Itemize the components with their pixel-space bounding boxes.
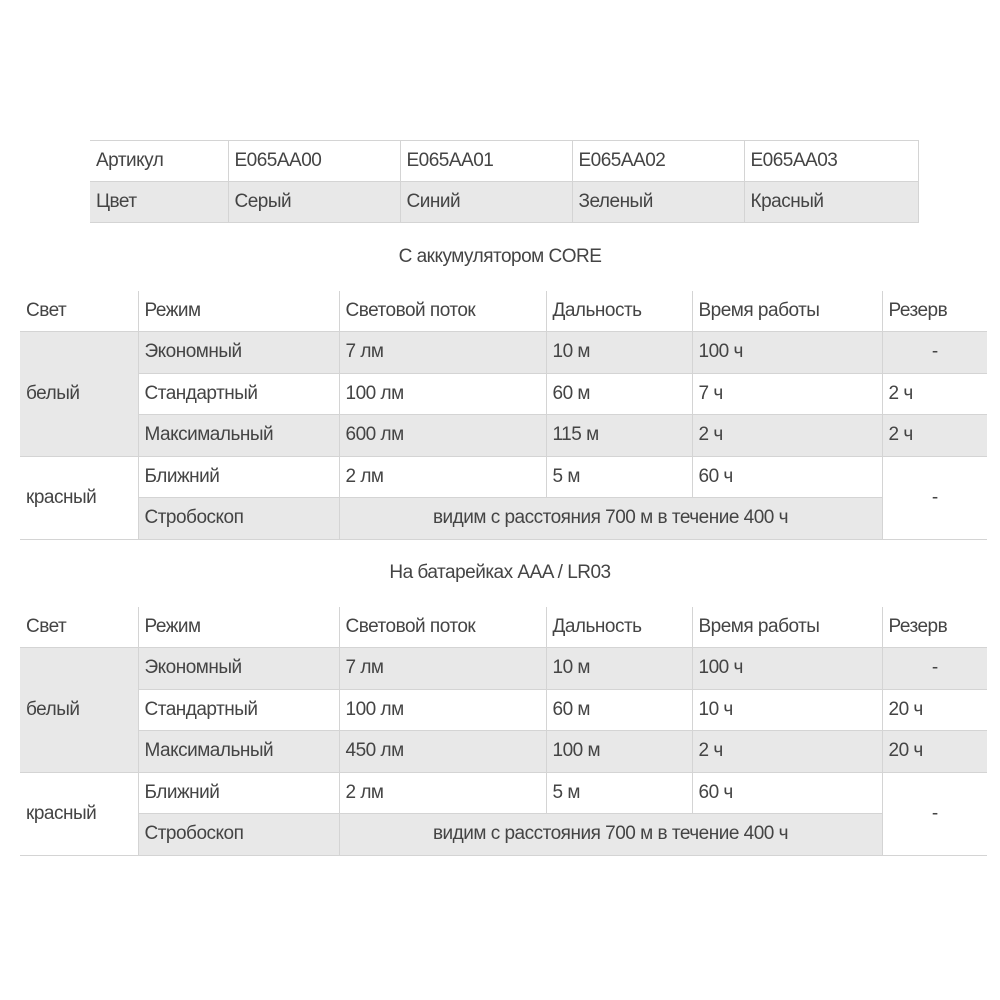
table-row [20, 456, 987, 498]
article-value: E065AA02 [572, 141, 744, 182]
strobe-description: видим с расстояния 700 м в течение 400 ч [339, 814, 882, 856]
header-flux: Световой поток [339, 607, 546, 648]
header-light: Свет [20, 291, 138, 332]
flux-cell: 450 лм [339, 731, 546, 773]
range-cell: 60 м [546, 689, 692, 731]
time-cell: 100 ч [692, 332, 882, 374]
reserve-cell: - [882, 648, 987, 690]
table-row [20, 415, 987, 457]
light-white-label: белый [20, 332, 138, 457]
table-row [20, 772, 987, 814]
mode-cell: Максимальный [138, 731, 339, 773]
mode-cell: Ближний [138, 456, 339, 498]
table-row [20, 373, 987, 415]
reserve-cell: 20 ч [882, 689, 987, 731]
header-reserve: Резерв [882, 607, 987, 648]
color-value: Синий [400, 182, 572, 223]
color-label: Цвет [90, 182, 228, 223]
range-cell: 5 м [546, 456, 692, 498]
article-label: Артикул [90, 141, 228, 182]
table-row [20, 332, 987, 374]
time-cell: 100 ч [692, 648, 882, 690]
article-value: E065AA01 [400, 141, 572, 182]
color-value: Зеленый [572, 182, 744, 223]
reserve-cell: - [882, 332, 987, 374]
mode-cell: Ближний [138, 772, 339, 814]
light-red-label: красный [20, 772, 138, 855]
header-reserve: Резерв [882, 291, 987, 332]
header-time: Время работы [692, 607, 882, 648]
table-row [20, 814, 987, 856]
article-value: E065AA03 [744, 141, 918, 182]
range-cell: 100 м [546, 731, 692, 773]
range-cell: 115 м [546, 415, 692, 457]
time-cell: 2 ч [692, 731, 882, 773]
flux-cell: 7 лм [339, 332, 546, 374]
section-caption: С аккумулятором CORE [398, 246, 602, 267]
header-range: Дальность [546, 291, 692, 332]
section-caption: На батарейках AAA / LR03 [389, 562, 611, 583]
table-header-row [20, 291, 987, 332]
mode-cell: Стандартный [138, 373, 339, 415]
light-red-label: красный [20, 456, 138, 539]
table-row [20, 731, 987, 773]
flux-cell: 600 лм [339, 415, 546, 457]
article-value: E065AA00 [228, 141, 400, 182]
reserve-cell: 20 ч [882, 731, 987, 773]
range-cell: 5 м [546, 772, 692, 814]
color-value: Красный [744, 182, 918, 223]
range-cell: 10 м [546, 332, 692, 374]
header-flux: Световой поток [339, 291, 546, 332]
table-row [20, 648, 987, 690]
header-mode: Режим [138, 607, 339, 648]
article-table [90, 140, 919, 223]
flux-cell: 7 лм [339, 648, 546, 690]
mode-cell: Стробоскоп [138, 498, 339, 540]
range-cell: 10 м [546, 648, 692, 690]
time-cell: 60 ч [692, 772, 882, 814]
table-row [20, 498, 987, 540]
reserve-cell: - [882, 456, 987, 539]
article-row [90, 141, 918, 182]
light-white-label: белый [20, 648, 138, 773]
strobe-description: видим с расстояния 700 м в течение 400 ч [339, 498, 882, 540]
time-cell: 60 ч [692, 456, 882, 498]
flux-cell: 100 лм [339, 373, 546, 415]
mode-cell: Экономный [138, 648, 339, 690]
header-time: Время работы [692, 291, 882, 332]
color-value: Серый [228, 182, 400, 223]
range-cell: 60 м [546, 373, 692, 415]
flux-cell: 100 лм [339, 689, 546, 731]
table-header-row [20, 607, 987, 648]
spec-table-aaa [20, 607, 987, 856]
mode-cell: Максимальный [138, 415, 339, 457]
table-row [20, 689, 987, 731]
mode-cell: Экономный [138, 332, 339, 374]
header-range: Дальность [546, 607, 692, 648]
reserve-cell: 2 ч [882, 373, 987, 415]
time-cell: 7 ч [692, 373, 882, 415]
time-cell: 2 ч [692, 415, 882, 457]
spec-table-core [20, 291, 987, 540]
reserve-cell: - [882, 772, 987, 855]
flux-cell: 2 лм [339, 456, 546, 498]
mode-cell: Стандартный [138, 689, 339, 731]
header-light: Свет [20, 607, 138, 648]
header-mode: Режим [138, 291, 339, 332]
reserve-cell: 2 ч [882, 415, 987, 457]
flux-cell: 2 лм [339, 772, 546, 814]
color-row [90, 182, 918, 223]
time-cell: 10 ч [692, 689, 882, 731]
mode-cell: Стробоскоп [138, 814, 339, 856]
